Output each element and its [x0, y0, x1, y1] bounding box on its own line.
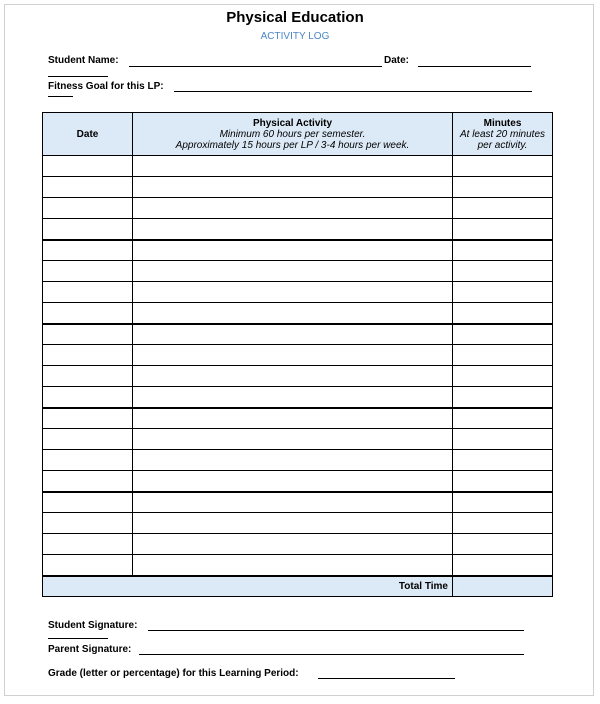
date-column-header: Date: [43, 113, 133, 156]
date-cell[interactable]: [43, 219, 133, 240]
activity-log-table: [42, 112, 553, 597]
activity-cell[interactable]: [133, 450, 453, 471]
date-cell[interactable]: [43, 555, 133, 576]
fitness-goal-field[interactable]: [174, 91, 532, 92]
table-row: [43, 219, 553, 240]
minutes-cell[interactable]: [453, 198, 553, 219]
table-row: [43, 450, 553, 471]
table-row: [43, 282, 553, 303]
table-row: [43, 156, 553, 177]
underline-stub: [48, 96, 73, 97]
date-cell[interactable]: [43, 450, 133, 471]
minutes-column-header: Minutes At least 20 minutes per activity.: [453, 113, 553, 156]
date-cell[interactable]: [43, 408, 133, 429]
table-row: [43, 387, 553, 408]
activity-cell[interactable]: [133, 408, 453, 429]
date-cell[interactable]: [43, 492, 133, 513]
page-subtitle: ACTIVITY LOG: [260, 31, 330, 42]
date-cell[interactable]: [43, 198, 133, 219]
date-cell[interactable]: [43, 366, 133, 387]
table-row: [43, 240, 553, 261]
date-cell[interactable]: [43, 513, 133, 534]
student-name-label: Student Name:: [48, 55, 119, 66]
minutes-cell[interactable]: [453, 366, 553, 387]
minutes-cell[interactable]: [453, 429, 553, 450]
activity-cell[interactable]: [133, 324, 453, 345]
table-row: [43, 261, 553, 282]
underline-stub: [48, 638, 108, 639]
activity-cell[interactable]: [133, 219, 453, 240]
date-cell[interactable]: [43, 282, 133, 303]
minutes-cell[interactable]: [453, 513, 553, 534]
student-signature-label: Student Signature:: [48, 620, 138, 631]
minutes-cell[interactable]: [453, 324, 553, 345]
activity-cell[interactable]: [133, 345, 453, 366]
date-cell[interactable]: [43, 324, 133, 345]
student-name-field[interactable]: [129, 66, 382, 67]
activity-cell[interactable]: [133, 156, 453, 177]
activity-cell[interactable]: [133, 534, 453, 555]
table-row: [43, 534, 553, 555]
date-cell[interactable]: [43, 429, 133, 450]
activity-cell[interactable]: [133, 303, 453, 324]
table-row: [43, 324, 553, 345]
date-field[interactable]: [418, 66, 531, 67]
date-cell[interactable]: [43, 345, 133, 366]
table-row: [43, 429, 553, 450]
page-title: Physical Education: [226, 9, 364, 26]
date-cell[interactable]: [43, 534, 133, 555]
date-cell[interactable]: [43, 303, 133, 324]
date-cell[interactable]: [43, 261, 133, 282]
minutes-cell[interactable]: [453, 282, 553, 303]
fitness-goal-label: Fitness Goal for this LP:: [48, 81, 164, 92]
minutes-cell[interactable]: [453, 177, 553, 198]
minutes-cell[interactable]: [453, 555, 553, 576]
activity-cell[interactable]: [133, 282, 453, 303]
activity-cell[interactable]: [133, 555, 453, 576]
date-cell[interactable]: [43, 177, 133, 198]
grade-label: Grade (letter or percentage) for this Learning Period:: [48, 668, 299, 679]
minutes-cell[interactable]: [453, 387, 553, 408]
minutes-cell[interactable]: [453, 261, 553, 282]
minutes-cell[interactable]: [453, 450, 553, 471]
minutes-cell[interactable]: [453, 240, 553, 261]
total-time-label: Total Time: [43, 576, 453, 597]
total-time-cell[interactable]: [453, 576, 553, 597]
minutes-cell[interactable]: [453, 303, 553, 324]
activity-cell[interactable]: [133, 366, 453, 387]
student-signature-field[interactable]: [148, 630, 524, 631]
parent-signature-label: Parent Signature:: [48, 644, 132, 655]
activity-column-header: Physical Activity Minimum 60 hours per semester. Approximately 15 hours per LP / 3-4 hours per week.: [133, 113, 453, 156]
activity-cell[interactable]: [133, 429, 453, 450]
activity-cell[interactable]: [133, 513, 453, 534]
activity-cell[interactable]: [133, 387, 453, 408]
minutes-cell[interactable]: [453, 408, 553, 429]
minutes-cell[interactable]: [453, 219, 553, 240]
minutes-cell[interactable]: [453, 534, 553, 555]
table-row: [43, 471, 553, 492]
table-row: [43, 177, 553, 198]
underline-stub: [48, 76, 108, 77]
table-row: [43, 408, 553, 429]
date-cell[interactable]: [43, 240, 133, 261]
minutes-cell[interactable]: [453, 471, 553, 492]
date-cell[interactable]: [43, 387, 133, 408]
minutes-cell[interactable]: [453, 492, 553, 513]
table-row: [43, 555, 553, 576]
table-row: [43, 345, 553, 366]
activity-cell[interactable]: [133, 198, 453, 219]
minutes-cell[interactable]: [453, 156, 553, 177]
activity-cell[interactable]: [133, 240, 453, 261]
table-row: [43, 303, 553, 324]
activity-cell[interactable]: [133, 261, 453, 282]
table-row: [43, 198, 553, 219]
activity-cell[interactable]: [133, 177, 453, 198]
date-cell[interactable]: [43, 156, 133, 177]
minutes-cell[interactable]: [453, 345, 553, 366]
activity-cell[interactable]: [133, 471, 453, 492]
parent-signature-field[interactable]: [139, 654, 524, 655]
table-row: [43, 366, 553, 387]
grade-field[interactable]: [318, 678, 455, 679]
total-row: [43, 576, 553, 597]
date-label: Date:: [384, 55, 410, 66]
table-row: [43, 513, 553, 534]
activity-cell[interactable]: [133, 492, 453, 513]
date-cell[interactable]: [43, 471, 133, 492]
table-row: [43, 492, 553, 513]
